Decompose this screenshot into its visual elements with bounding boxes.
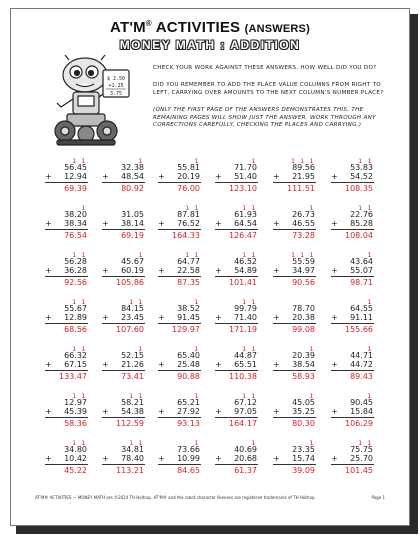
- sum-rule-line: [158, 276, 201, 277]
- plus-sign: +: [215, 407, 222, 416]
- addend-top: 38.20: [64, 210, 87, 219]
- carry-digits: 1: [367, 298, 373, 306]
- carry-digits: 1 1: [72, 439, 87, 447]
- addend-top: 32.38: [121, 163, 144, 172]
- sum-rule-line: [273, 323, 316, 324]
- carry-digits: 1: [138, 345, 144, 353]
- plus-sign: +: [215, 172, 222, 181]
- addend-top: 56.28: [64, 257, 87, 266]
- plus-sign: +: [45, 407, 52, 416]
- addend-bottom: 71.40: [234, 313, 257, 322]
- addend-top: 65.21: [177, 398, 200, 407]
- answer-sum: 99.08: [292, 325, 315, 334]
- addend-top: 99.79: [234, 304, 257, 313]
- carry-digits: 1 1: [358, 439, 373, 447]
- addend-bottom: 22.58: [177, 266, 200, 275]
- carry-digits: 1: [309, 392, 315, 400]
- addend-top: 52.15: [121, 351, 144, 360]
- plus-sign: +: [158, 407, 165, 416]
- addend-top: 12.97: [64, 398, 87, 407]
- answer-sum: 39.09: [292, 466, 315, 475]
- carry-digits: 1: [194, 345, 200, 353]
- answer-sum: 108.04: [345, 231, 373, 240]
- addend-bottom: 35.25: [292, 407, 315, 416]
- plus-sign: +: [215, 219, 222, 228]
- carry-digits: 1 1: [129, 298, 144, 306]
- addend-bottom: 78.40: [121, 454, 144, 463]
- addend-bottom: 54.38: [121, 407, 144, 416]
- answer-sum: 164.33: [172, 231, 200, 240]
- carry-digits: 1 1 1: [290, 251, 315, 259]
- robot-sign-line-2: +1.25: [108, 83, 124, 89]
- carry-digits: 1 1: [72, 392, 87, 400]
- addend-bottom: 54.52: [350, 172, 373, 181]
- answer-sum: 84.65: [177, 466, 200, 475]
- answer-sum: 110.38: [229, 372, 257, 381]
- carry-digits: 1 1: [185, 204, 200, 212]
- answer-sum: 133.47: [59, 372, 87, 381]
- carry-digits: 1: [81, 204, 87, 212]
- sum-rule-line: [102, 417, 145, 418]
- addend-bottom: 15.74: [292, 454, 315, 463]
- plus-sign: +: [102, 266, 109, 275]
- plus-sign: +: [158, 266, 165, 275]
- carry-digits: 1: [251, 157, 257, 165]
- answer-sum: 164.17: [229, 419, 257, 428]
- plus-sign: +: [158, 172, 165, 181]
- page-subtitle: MONEY MATH : ADDITION: [119, 38, 301, 52]
- addend-bottom: 91.11: [350, 313, 373, 322]
- plus-sign: +: [102, 172, 109, 181]
- addend-bottom: 15.84: [350, 407, 373, 416]
- addend-top: 87.81: [177, 210, 200, 219]
- sum-rule-line: [158, 182, 201, 183]
- plus-sign: +: [102, 219, 109, 228]
- addend-bottom: 21.26: [121, 360, 144, 369]
- answer-sum: 101.41: [229, 278, 257, 287]
- sum-rule-line: [102, 370, 145, 371]
- answer-sum: 80.30: [292, 419, 315, 428]
- carry-digits: 1 1: [72, 298, 87, 306]
- addend-bottom: 27.92: [177, 407, 200, 416]
- addend-bottom: 38.14: [121, 219, 144, 228]
- answer-sum: 101.45: [345, 466, 373, 475]
- addend-bottom: 20.19: [177, 172, 200, 181]
- carry-digits: 1 1 1: [290, 157, 315, 165]
- addend-top: 90.45: [350, 398, 373, 407]
- addend-bottom: 45.39: [64, 407, 87, 416]
- sum-rule-line: [331, 182, 374, 183]
- answer-sum: 171.19: [229, 325, 257, 334]
- instruction-note: (ONLY THE FIRST PAGE OF THE ANSWERS DEMONSTRATES THIS, THE REMAINING PAGES WILL SHOW JUST THE ANSWER. WORK THROUGH ANY CORRECTIONS CAREFULLY, CHECKING THE PLACES AND CARRYING.): [153, 107, 376, 129]
- addend-top: 73.66: [177, 445, 200, 454]
- carry-digits: 1 1: [242, 298, 257, 306]
- answer-sum: 45.22: [64, 466, 87, 475]
- answer-sum: 92.56: [64, 278, 87, 287]
- answer-sum: 89.43: [350, 372, 373, 381]
- addend-bottom: 23.45: [121, 313, 144, 322]
- sum-rule-line: [273, 417, 316, 418]
- sum-rule-line: [102, 276, 145, 277]
- sum-rule-line: [102, 323, 145, 324]
- addend-top: 84.15: [121, 304, 144, 313]
- addend-top: 71.70: [234, 163, 257, 172]
- carry-digits: 1 1: [358, 204, 373, 212]
- sum-rule-line: [158, 370, 201, 371]
- addend-bottom: 64.54: [234, 219, 257, 228]
- carry-digits: 1: [309, 204, 315, 212]
- plus-sign: +: [158, 313, 165, 322]
- sum-rule-line: [215, 417, 258, 418]
- addend-bottom: 65.51: [234, 360, 257, 369]
- sum-rule-line: [331, 276, 374, 277]
- carry-digits: 1 1: [242, 392, 257, 400]
- plus-sign: +: [45, 313, 52, 322]
- addend-bottom: 25.48: [177, 360, 200, 369]
- addend-top: 43.64: [350, 257, 373, 266]
- answer-sum: 90.88: [177, 372, 200, 381]
- addend-bottom: 20.68: [234, 454, 257, 463]
- answer-sum: 105.86: [116, 278, 144, 287]
- sum-rule-line: [215, 370, 258, 371]
- sum-rule-line: [215, 229, 258, 230]
- robot-mascot-illustration: [49, 55, 135, 147]
- addend-bottom: 97.05: [234, 407, 257, 416]
- robot-sign-line-1: $ 2.50: [106, 76, 126, 82]
- carry-digits: 1 1: [358, 157, 373, 165]
- addend-bottom: 54.89: [234, 266, 257, 275]
- plus-sign: +: [331, 172, 338, 181]
- worksheet-page: [10, 8, 410, 526]
- answer-sum: 69.39: [64, 184, 87, 193]
- answer-sum: 93.13: [177, 419, 200, 428]
- page-title: AT'M® ACTIVITIES (ANSWERS): [110, 19, 310, 36]
- addend-top: 34.80: [64, 445, 87, 454]
- sum-rule-line: [102, 464, 145, 465]
- addend-top: 64.55: [350, 304, 373, 313]
- carry-digits: 1: [309, 439, 315, 447]
- addend-top: 20.39: [292, 351, 315, 360]
- carry-digits: 1: [367, 251, 373, 259]
- carry-digits: 1: [194, 157, 200, 165]
- addend-top: 67.12: [234, 398, 257, 407]
- answer-sum: 76.54: [64, 231, 87, 240]
- sum-rule-line: [331, 323, 374, 324]
- addend-bottom: 67.15: [64, 360, 87, 369]
- sum-rule-line: [331, 229, 374, 230]
- answer-sum: 111.51: [287, 184, 315, 193]
- plus-sign: +: [273, 454, 280, 463]
- plus-sign: +: [45, 266, 52, 275]
- addend-bottom: 60.19: [121, 266, 144, 275]
- addend-top: 26.73: [292, 210, 315, 219]
- sum-rule-line: [273, 182, 316, 183]
- answer-sum: 112.59: [116, 419, 144, 428]
- plus-sign: +: [331, 407, 338, 416]
- sum-rule-line: [45, 182, 88, 183]
- carry-digits: 1: [194, 439, 200, 447]
- sum-rule-line: [273, 276, 316, 277]
- plus-sign: +: [273, 219, 280, 228]
- plus-sign: +: [273, 266, 280, 275]
- plus-sign: +: [102, 360, 109, 369]
- addend-top: 46.52: [234, 257, 257, 266]
- sum-rule-line: [45, 370, 88, 371]
- carry-digits: 1 1: [129, 392, 144, 400]
- answer-sum: 129.97: [172, 325, 200, 334]
- sum-rule-line: [215, 276, 258, 277]
- addend-top: 45.05: [292, 398, 315, 407]
- answer-sum: 123.10: [229, 184, 257, 193]
- addend-top: 53.83: [350, 163, 373, 172]
- addend-bottom: 20.38: [292, 313, 315, 322]
- carry-digits: 1: [194, 298, 200, 306]
- carry-digits: 1 1: [242, 251, 257, 259]
- addend-bottom: 76.52: [177, 219, 200, 228]
- robot-sign-line-3: 3.75: [109, 91, 123, 97]
- plus-sign: +: [273, 313, 280, 322]
- carry-digits: 1 1: [72, 251, 87, 259]
- plus-sign: +: [273, 407, 280, 416]
- addend-top: 66.32: [64, 351, 87, 360]
- carry-digits: 1: [138, 251, 144, 259]
- carry-digits: 1 1: [129, 439, 144, 447]
- plus-sign: +: [45, 172, 52, 181]
- addend-top: 78.70: [292, 304, 315, 313]
- addend-bottom: 85.28: [350, 219, 373, 228]
- sum-rule-line: [102, 182, 145, 183]
- sum-rule-line: [158, 229, 201, 230]
- answer-sum: 106.29: [345, 419, 373, 428]
- footer: [35, 495, 385, 500]
- sum-rule-line: [158, 464, 201, 465]
- addend-bottom: 12.89: [64, 313, 87, 322]
- plus-sign: +: [45, 219, 52, 228]
- answer-sum: 80.92: [121, 184, 144, 193]
- plus-sign: +: [45, 454, 52, 463]
- addend-top: 23.35: [292, 445, 315, 454]
- answer-sum: 87.35: [177, 278, 200, 287]
- footer-copyright: AT'M® ACTIVITIES — MONEY MATH are ©2024 TH Holtrop. AT'M® and the robot character likeness are registered trademarks of TH Holtrop.: [35, 495, 316, 500]
- sum-rule-line: [45, 276, 88, 277]
- sum-rule-line: [215, 182, 258, 183]
- plus-sign: +: [102, 313, 109, 322]
- addend-bottom: 34.97: [292, 266, 315, 275]
- carry-digits: 1 1: [242, 345, 257, 353]
- sum-rule-line: [158, 323, 201, 324]
- carry-digits: 1: [367, 345, 373, 353]
- answer-sum: 108.35: [345, 184, 373, 193]
- plus-sign: +: [331, 360, 338, 369]
- sum-rule-line: [102, 229, 145, 230]
- carry-digits: 1: [309, 345, 315, 353]
- addend-top: 45.67: [121, 257, 144, 266]
- carry-digits: 1 1: [185, 251, 200, 259]
- instruction-carrying: DID YOU REMEMBER TO ADD THE PLACE VALUE COLUMNS FROM RIGHT TO LEFT, CARRYING OVER AMOUNTS TO THE NEXT COLUMN'S NUMBER PLACE?: [153, 82, 384, 96]
- addend-top: 75.75: [350, 445, 373, 454]
- addend-top: 55.81: [177, 163, 200, 172]
- plus-sign: +: [215, 266, 222, 275]
- answer-sum: 126.47: [229, 231, 257, 240]
- addend-bottom: 10.99: [177, 454, 200, 463]
- addend-top: 65.40: [177, 351, 200, 360]
- carry-digits: 1: [194, 392, 200, 400]
- instruction-check-work: CHECK YOUR WORK AGAINST THESE ANSWERS. HOW WELL DID YOU DO?: [153, 65, 377, 71]
- addend-top: 31.05: [121, 210, 144, 219]
- addend-top: 58.21: [121, 398, 144, 407]
- sum-rule-line: [273, 229, 316, 230]
- sum-rule-line: [331, 370, 374, 371]
- answer-sum: 73.28: [292, 231, 315, 240]
- addend-bottom: 91.45: [177, 313, 200, 322]
- plus-sign: +: [102, 407, 109, 416]
- sum-rule-line: [45, 417, 88, 418]
- addend-bottom: 48.54: [121, 172, 144, 181]
- sum-rule-line: [45, 229, 88, 230]
- addend-bottom: 38.54: [292, 360, 315, 369]
- page-number: Page 1: [371, 495, 385, 500]
- answer-sum: 58.36: [64, 419, 87, 428]
- addend-top: 44.71: [350, 351, 373, 360]
- answer-sum: 61.37: [234, 466, 257, 475]
- addend-bottom: 25.70: [350, 454, 373, 463]
- answer-sum: 155.66: [345, 325, 373, 334]
- addend-bottom: 55.07: [350, 266, 373, 275]
- addend-bottom: 44.72: [350, 360, 373, 369]
- addend-bottom: 10.42: [64, 454, 87, 463]
- sum-rule-line: [45, 464, 88, 465]
- addend-top: 22.76: [350, 210, 373, 219]
- sum-rule-line: [273, 370, 316, 371]
- carry-digits: 1: [138, 157, 144, 165]
- plus-sign: +: [331, 313, 338, 322]
- answer-sum: 73.41: [121, 372, 144, 381]
- plus-sign: +: [102, 454, 109, 463]
- addend-top: 40.69: [234, 445, 257, 454]
- addend-top: 55.67: [64, 304, 87, 313]
- addend-bottom: 51.40: [234, 172, 257, 181]
- sum-rule-line: [331, 417, 374, 418]
- plus-sign: +: [158, 219, 165, 228]
- plus-sign: +: [273, 360, 280, 369]
- answer-sum: 90.56: [292, 278, 315, 287]
- carry-digits: 1: [251, 439, 257, 447]
- plus-sign: +: [215, 454, 222, 463]
- sum-rule-line: [158, 417, 201, 418]
- sum-rule-line: [215, 323, 258, 324]
- addend-bottom: 12.94: [64, 172, 87, 181]
- addend-top: 56.45: [64, 163, 87, 172]
- sum-rule-line: [273, 464, 316, 465]
- answer-sum: 98.71: [350, 278, 373, 287]
- carry-digits: 1 1: [242, 204, 257, 212]
- sum-rule-line: [45, 323, 88, 324]
- addend-bottom: 38.34: [64, 219, 87, 228]
- sum-rule-line: [215, 464, 258, 465]
- addend-top: 89.56: [292, 163, 315, 172]
- answer-sum: 76.00: [177, 184, 200, 193]
- sum-rule-line: [331, 464, 374, 465]
- answer-sum: 113.21: [116, 466, 144, 475]
- carry-digits: 1 1: [72, 157, 87, 165]
- addend-top: 34.81: [121, 445, 144, 454]
- addend-top: 64.77: [177, 257, 200, 266]
- plus-sign: +: [331, 219, 338, 228]
- addend-top: 44.87: [234, 351, 257, 360]
- plus-sign: +: [45, 360, 52, 369]
- carry-digits: 1: [367, 392, 373, 400]
- addend-bottom: 21.95: [292, 172, 315, 181]
- answer-sum: 69.19: [121, 231, 144, 240]
- plus-sign: +: [158, 454, 165, 463]
- answer-sum: 107.60: [116, 325, 144, 334]
- plus-sign: +: [215, 313, 222, 322]
- addend-top: 38.52: [177, 304, 200, 313]
- plus-sign: +: [273, 172, 280, 181]
- plus-sign: +: [215, 360, 222, 369]
- carry-digits: 1 1: [72, 345, 87, 353]
- addend-bottom: 36.28: [64, 266, 87, 275]
- addend-top: 55.59: [292, 257, 315, 266]
- answer-sum: 68.56: [64, 325, 87, 334]
- answer-sum: 58.93: [292, 372, 315, 381]
- addend-top: 61.93: [234, 210, 257, 219]
- plus-sign: +: [158, 360, 165, 369]
- plus-sign: +: [331, 454, 338, 463]
- plus-sign: +: [331, 266, 338, 275]
- addend-bottom: 46.55: [292, 219, 315, 228]
